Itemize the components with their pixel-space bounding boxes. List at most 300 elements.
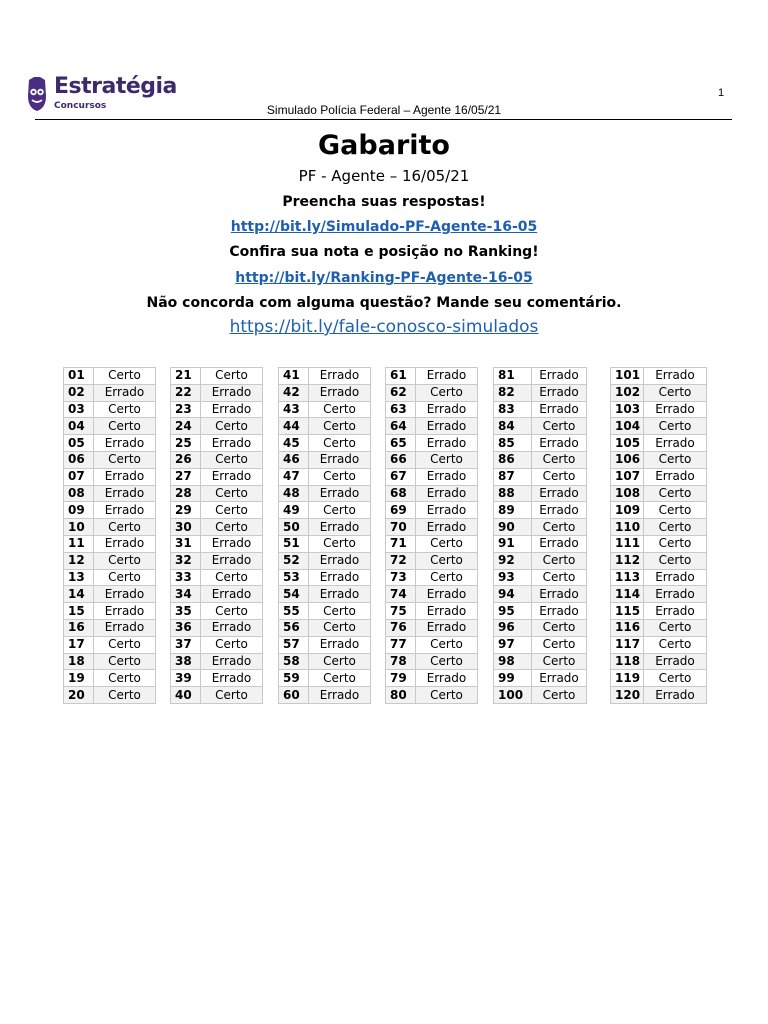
question-number: 106 xyxy=(611,451,644,468)
answer-value: Certo xyxy=(309,619,371,636)
question-number: 20 xyxy=(64,687,94,704)
answer-row xyxy=(494,468,587,485)
question-number: 100 xyxy=(494,687,532,704)
logo-sub-text: Concursos xyxy=(54,101,107,111)
question-number: 55 xyxy=(279,603,309,620)
question-number: 79 xyxy=(386,670,416,687)
answer-row xyxy=(494,653,587,670)
question-number: 29 xyxy=(171,502,201,519)
answer-value: Errado xyxy=(416,368,478,385)
header-divider xyxy=(35,119,732,120)
answer-row xyxy=(279,368,371,385)
answer-value: Errado xyxy=(94,468,156,485)
answer-value: Errado xyxy=(644,368,707,385)
answer-value: Certo xyxy=(644,519,707,536)
answer-row xyxy=(386,619,478,636)
question-number: 28 xyxy=(171,485,201,502)
answer-row xyxy=(611,519,707,536)
answer-row xyxy=(386,653,478,670)
answer-value: Errado xyxy=(644,586,707,603)
answer-value: Errado xyxy=(644,569,707,586)
question-number: 85 xyxy=(494,435,532,452)
question-number: 66 xyxy=(386,451,416,468)
page-title: Gabarito xyxy=(318,130,450,161)
answer-value: Certo xyxy=(309,468,371,485)
question-number: 40 xyxy=(171,687,201,704)
answer-row xyxy=(64,670,156,687)
question-number: 49 xyxy=(279,502,309,519)
answer-value: Errado xyxy=(532,586,587,603)
answer-value: Errado xyxy=(416,435,478,452)
answer-value: Certo xyxy=(532,519,587,536)
answer-value: Certo xyxy=(416,687,478,704)
answer-value: Errado xyxy=(416,619,478,636)
page-subtitle: PF - Agente – 16/05/21 xyxy=(298,167,470,185)
answer-value: Certo xyxy=(94,401,156,418)
question-number: 23 xyxy=(171,401,201,418)
question-number: 45 xyxy=(279,435,309,452)
disagree-instruction: Não concorda com alguma questão? Mande seu comentário. xyxy=(146,295,622,311)
question-number: 96 xyxy=(494,619,532,636)
answer-row xyxy=(279,519,371,536)
answer-value: Certo xyxy=(309,401,371,418)
answer-row xyxy=(279,687,371,704)
answer-value: Certo xyxy=(94,519,156,536)
answer-row xyxy=(171,384,263,401)
answer-value: Certo xyxy=(644,535,707,552)
question-number: 05 xyxy=(64,435,94,452)
question-number: 03 xyxy=(64,401,94,418)
answer-row xyxy=(611,535,707,552)
answer-row xyxy=(171,670,263,687)
answer-value: Certo xyxy=(644,384,707,401)
question-number: 120 xyxy=(611,687,644,704)
question-number: 48 xyxy=(279,485,309,502)
answer-row xyxy=(279,619,371,636)
answer-value: Errado xyxy=(201,552,263,569)
question-number: 69 xyxy=(386,502,416,519)
answer-value: Certo xyxy=(416,535,478,552)
answer-row xyxy=(386,636,478,653)
question-number: 57 xyxy=(279,636,309,653)
question-number: 119 xyxy=(611,670,644,687)
answer-row xyxy=(279,502,371,519)
question-number: 78 xyxy=(386,653,416,670)
answer-value: Certo xyxy=(201,502,263,519)
answer-row xyxy=(171,535,263,552)
answer-value: Errado xyxy=(309,451,371,468)
answer-row xyxy=(64,569,156,586)
question-number: 103 xyxy=(611,401,644,418)
answer-row xyxy=(386,368,478,385)
question-number: 43 xyxy=(279,401,309,418)
answer-value: Certo xyxy=(309,435,371,452)
question-number: 08 xyxy=(64,485,94,502)
answer-row xyxy=(279,384,371,401)
ranking-instruction: Confira sua nota e posição no Ranking! xyxy=(229,244,539,260)
answer-row xyxy=(279,418,371,435)
answer-row xyxy=(611,603,707,620)
answer-row xyxy=(171,552,263,569)
page-header xyxy=(0,103,768,117)
answer-row xyxy=(171,636,263,653)
answer-row xyxy=(494,552,587,569)
question-number: 07 xyxy=(64,468,94,485)
question-number: 38 xyxy=(171,653,201,670)
answer-row xyxy=(279,401,371,418)
answer-value: Certo xyxy=(94,418,156,435)
answer-row xyxy=(279,552,371,569)
answer-row xyxy=(386,519,478,536)
answer-value: Errado xyxy=(532,485,587,502)
question-number: 68 xyxy=(386,485,416,502)
question-number: 62 xyxy=(386,384,416,401)
ranking-link[interactable]: http://bit.ly/Ranking-PF-Agente-16-05 xyxy=(235,270,533,286)
answer-value: Certo xyxy=(532,451,587,468)
contact-link[interactable]: https://bit.ly/fale-conosco-simulados xyxy=(229,317,539,337)
question-number: 110 xyxy=(611,519,644,536)
question-number: 63 xyxy=(386,401,416,418)
question-number: 41 xyxy=(279,368,309,385)
answer-row xyxy=(171,485,263,502)
answer-value: Certo xyxy=(644,451,707,468)
question-number: 10 xyxy=(64,519,94,536)
answer-row xyxy=(386,586,478,603)
answer-row xyxy=(64,552,156,569)
answer-value: Errado xyxy=(94,485,156,502)
answer-value: Certo xyxy=(201,687,263,704)
answer-value: Errado xyxy=(309,569,371,586)
answer-table-5 xyxy=(493,367,587,704)
answer-row xyxy=(171,653,263,670)
question-number: 77 xyxy=(386,636,416,653)
question-number: 47 xyxy=(279,468,309,485)
question-number: 80 xyxy=(386,687,416,704)
answer-value: Certo xyxy=(416,569,478,586)
question-number: 32 xyxy=(171,552,201,569)
answer-row xyxy=(386,502,478,519)
question-number: 33 xyxy=(171,569,201,586)
answer-value: Errado xyxy=(309,368,371,385)
question-number: 83 xyxy=(494,401,532,418)
answer-value: Errado xyxy=(201,619,263,636)
answer-value: Errado xyxy=(532,435,587,452)
question-number: 21 xyxy=(171,368,201,385)
answer-row xyxy=(611,435,707,452)
answer-row xyxy=(386,569,478,586)
answer-table-4 xyxy=(385,367,478,704)
question-number: 102 xyxy=(611,384,644,401)
answer-value: Errado xyxy=(532,384,587,401)
answer-value: Errado xyxy=(416,468,478,485)
question-number: 17 xyxy=(64,636,94,653)
question-number: 09 xyxy=(64,502,94,519)
answer-row xyxy=(64,636,156,653)
answer-row xyxy=(64,401,156,418)
question-number: 61 xyxy=(386,368,416,385)
question-number: 114 xyxy=(611,586,644,603)
answer-value: Errado xyxy=(309,384,371,401)
answer-value: Certo xyxy=(532,468,587,485)
question-number: 91 xyxy=(494,535,532,552)
answer-row xyxy=(171,603,263,620)
answer-value: Errado xyxy=(201,653,263,670)
question-number: 53 xyxy=(279,569,309,586)
answer-value: Errado xyxy=(94,619,156,636)
question-number: 113 xyxy=(611,569,644,586)
answer-row xyxy=(64,418,156,435)
answer-row xyxy=(611,502,707,519)
answer-row xyxy=(171,569,263,586)
answer-row xyxy=(386,535,478,552)
question-number: 111 xyxy=(611,535,644,552)
question-number: 86 xyxy=(494,451,532,468)
answer-value: Certo xyxy=(644,670,707,687)
answer-row xyxy=(171,619,263,636)
answer-value: Errado xyxy=(201,384,263,401)
answer-value: Errado xyxy=(94,502,156,519)
question-number: 36 xyxy=(171,619,201,636)
answer-row xyxy=(611,368,707,385)
answer-row xyxy=(279,535,371,552)
question-number: 54 xyxy=(279,586,309,603)
answer-row xyxy=(279,435,371,452)
question-number: 14 xyxy=(64,586,94,603)
answer-value: Errado xyxy=(94,535,156,552)
question-number: 04 xyxy=(64,418,94,435)
answer-row xyxy=(386,670,478,687)
answer-value: Errado xyxy=(94,384,156,401)
answer-value: Certo xyxy=(201,485,263,502)
question-number: 108 xyxy=(611,485,644,502)
answer-row xyxy=(611,451,707,468)
answer-value: Errado xyxy=(416,485,478,502)
answer-row xyxy=(64,368,156,385)
question-number: 75 xyxy=(386,603,416,620)
answer-row xyxy=(171,687,263,704)
question-number: 06 xyxy=(64,451,94,468)
answer-row xyxy=(64,535,156,552)
answer-value: Errado xyxy=(94,586,156,603)
question-number: 58 xyxy=(279,653,309,670)
question-number: 35 xyxy=(171,603,201,620)
answer-row xyxy=(64,468,156,485)
answer-value: Certo xyxy=(201,569,263,586)
answer-row xyxy=(386,468,478,485)
answer-row xyxy=(494,619,587,636)
answer-value: Certo xyxy=(532,687,587,704)
answer-row xyxy=(64,687,156,704)
answer-value: Certo xyxy=(416,384,478,401)
answer-row xyxy=(386,451,478,468)
answer-value: Certo xyxy=(644,619,707,636)
answer-row xyxy=(386,384,478,401)
question-number: 104 xyxy=(611,418,644,435)
answer-value: Errado xyxy=(201,401,263,418)
answer-row xyxy=(494,502,587,519)
answer-value: Certo xyxy=(416,653,478,670)
question-number: 34 xyxy=(171,586,201,603)
question-number: 97 xyxy=(494,636,532,653)
answer-row xyxy=(64,619,156,636)
answer-value: Certo xyxy=(416,451,478,468)
question-number: 107 xyxy=(611,468,644,485)
answer-row xyxy=(494,519,587,536)
answer-value: Certo xyxy=(644,552,707,569)
answer-row xyxy=(64,451,156,468)
question-number: 95 xyxy=(494,603,532,620)
answer-value: Errado xyxy=(201,535,263,552)
answer-row xyxy=(611,401,707,418)
answer-value: Errado xyxy=(532,603,587,620)
answer-value: Errado xyxy=(201,435,263,452)
question-number: 19 xyxy=(64,670,94,687)
question-number: 24 xyxy=(171,418,201,435)
answer-row xyxy=(279,670,371,687)
question-number: 11 xyxy=(64,535,94,552)
answer-row xyxy=(494,670,587,687)
simulado-link[interactable]: http://bit.ly/Simulado-PF-Agente-16-05 xyxy=(230,219,538,235)
answer-row xyxy=(494,485,587,502)
question-number: 25 xyxy=(171,435,201,452)
question-number: 52 xyxy=(279,552,309,569)
answer-value: Certo xyxy=(309,603,371,620)
answer-value: Certo xyxy=(309,535,371,552)
answer-row xyxy=(64,485,156,502)
answer-row xyxy=(611,552,707,569)
answer-row xyxy=(386,418,478,435)
answer-row xyxy=(279,485,371,502)
answer-value: Errado xyxy=(416,401,478,418)
logo-brand-text: Estratégia xyxy=(54,74,177,99)
answer-value: Errado xyxy=(201,586,263,603)
answer-value: Errado xyxy=(532,535,587,552)
question-number: 73 xyxy=(386,569,416,586)
question-number: 101 xyxy=(611,368,644,385)
answer-value: Errado xyxy=(532,670,587,687)
answer-value: Certo xyxy=(94,670,156,687)
answer-value: Errado xyxy=(309,485,371,502)
question-number: 01 xyxy=(64,368,94,385)
question-number: 26 xyxy=(171,451,201,468)
fill-instruction: Preencha suas respostas! xyxy=(282,194,486,210)
answer-value: Errado xyxy=(416,586,478,603)
answer-row xyxy=(171,418,263,435)
answer-value: Certo xyxy=(309,670,371,687)
question-number: 76 xyxy=(386,619,416,636)
answer-value: Errado xyxy=(309,519,371,536)
answer-row xyxy=(494,687,587,704)
question-number: 84 xyxy=(494,418,532,435)
answer-row xyxy=(171,401,263,418)
answer-value: Certo xyxy=(644,502,707,519)
answer-value: Certo xyxy=(201,636,263,653)
answer-row xyxy=(386,485,478,502)
answer-value: Certo xyxy=(201,418,263,435)
answer-value: Errado xyxy=(309,687,371,704)
answer-row xyxy=(171,368,263,385)
question-number: 12 xyxy=(64,552,94,569)
answer-value: Errado xyxy=(532,368,587,385)
answer-value: Certo xyxy=(94,368,156,385)
answer-row xyxy=(279,451,371,468)
answer-row xyxy=(494,418,587,435)
answer-value: Certo xyxy=(201,603,263,620)
answer-value: Certo xyxy=(644,485,707,502)
question-number: 37 xyxy=(171,636,201,653)
question-number: 99 xyxy=(494,670,532,687)
answer-row xyxy=(494,603,587,620)
answer-value: Errado xyxy=(416,603,478,620)
answer-row xyxy=(494,401,587,418)
answer-row xyxy=(386,687,478,704)
answer-value: Errado xyxy=(416,502,478,519)
question-number: 72 xyxy=(386,552,416,569)
answer-row xyxy=(64,519,156,536)
question-number: 70 xyxy=(386,519,416,536)
question-number: 13 xyxy=(64,569,94,586)
answer-row xyxy=(171,451,263,468)
answer-value: Errado xyxy=(309,636,371,653)
answer-row xyxy=(64,435,156,452)
answer-value: Certo xyxy=(309,653,371,670)
answer-value: Errado xyxy=(644,401,707,418)
answer-row xyxy=(279,586,371,603)
answer-row xyxy=(611,687,707,704)
answer-row xyxy=(64,653,156,670)
answer-value: Errado xyxy=(201,468,263,485)
question-number: 112 xyxy=(611,552,644,569)
question-number: 74 xyxy=(386,586,416,603)
answer-row xyxy=(279,653,371,670)
answer-row xyxy=(611,619,707,636)
answer-row xyxy=(494,451,587,468)
question-number: 02 xyxy=(64,384,94,401)
answer-value: Errado xyxy=(309,586,371,603)
answer-row xyxy=(64,384,156,401)
question-number: 89 xyxy=(494,502,532,519)
answer-value: Certo xyxy=(416,636,478,653)
question-number: 109 xyxy=(611,502,644,519)
question-number: 92 xyxy=(494,552,532,569)
question-number: 22 xyxy=(171,384,201,401)
question-number: 115 xyxy=(611,603,644,620)
answer-row xyxy=(171,435,263,452)
question-number: 93 xyxy=(494,569,532,586)
answer-value: Errado xyxy=(94,603,156,620)
question-number: 98 xyxy=(494,653,532,670)
answer-value: Errado xyxy=(416,519,478,536)
answer-value: Certo xyxy=(201,451,263,468)
answer-value: Certo xyxy=(94,552,156,569)
question-number: 31 xyxy=(171,535,201,552)
header-text: Simulado Polícia Federal – Agente 16/05/21 xyxy=(266,103,502,117)
answer-value: Certo xyxy=(94,636,156,653)
answer-row xyxy=(279,468,371,485)
answer-value: Certo xyxy=(532,653,587,670)
question-number: 81 xyxy=(494,368,532,385)
answer-value: Errado xyxy=(644,653,707,670)
question-number: 44 xyxy=(279,418,309,435)
question-number: 27 xyxy=(171,468,201,485)
answer-row xyxy=(171,519,263,536)
question-number: 94 xyxy=(494,586,532,603)
answer-value: Errado xyxy=(644,435,707,452)
answer-value: Certo xyxy=(644,636,707,653)
answer-table-2 xyxy=(170,367,263,704)
answer-value: Errado xyxy=(201,670,263,687)
question-number: 71 xyxy=(386,535,416,552)
